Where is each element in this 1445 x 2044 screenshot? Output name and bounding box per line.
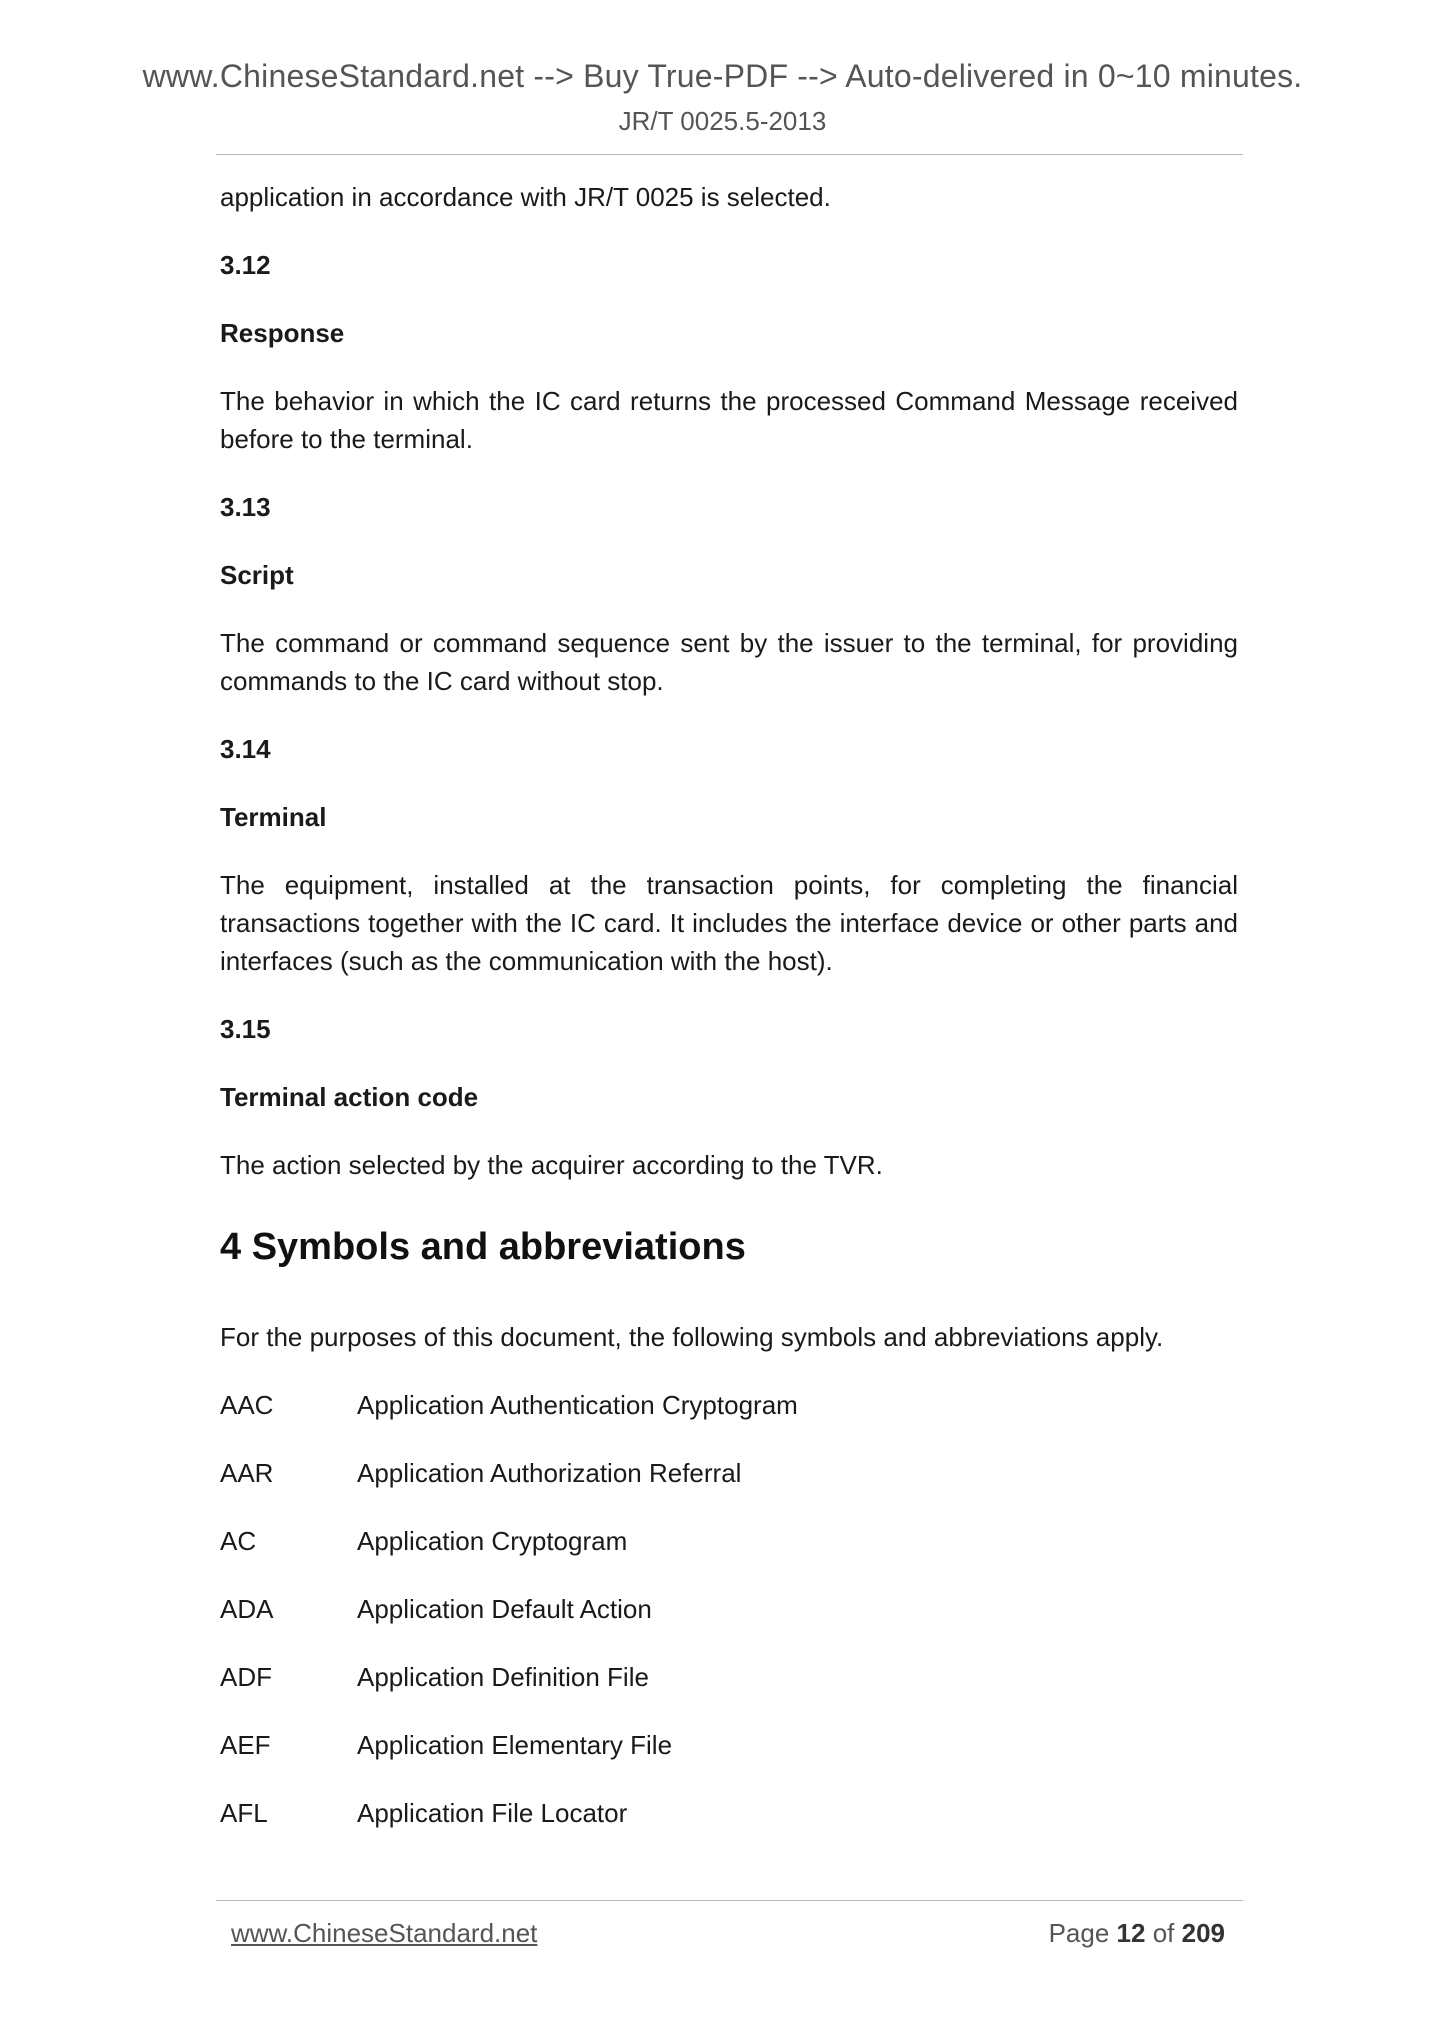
abbreviation-code: AAC	[220, 1390, 274, 1420]
abbreviation-code: AFL	[220, 1798, 268, 1828]
document-body	[220, 0, 1238, 1880]
abbreviation-meaning: Application Definition File	[357, 1662, 649, 1692]
term-title: Terminal	[220, 802, 327, 832]
abbreviation-code: ADF	[220, 1662, 272, 1692]
abbreviation-code: AAR	[220, 1458, 274, 1488]
page-number: 12	[1116, 1918, 1146, 1948]
term-definition: The behavior in which the IC card returns the processed Command Message received before to the terminal.	[220, 386, 1238, 454]
term-definition: The action selected by the acquirer according to the TVR.	[220, 1150, 883, 1180]
abbreviation-meaning: Application File Locator	[357, 1798, 628, 1828]
section-intro: For the purposes of this document, the following symbols and abbreviations apply.	[220, 1322, 1164, 1352]
page-prefix: Page	[1048, 1918, 1110, 1948]
continuation-text: application in accordance with JR/T 0025 is selected.	[220, 182, 831, 212]
header-banner: www.ChineseStandard.net --> Buy True-PDF --> Auto-delivered in 0~10 minutes.	[142, 58, 1303, 94]
page-indicator	[1049, 1918, 1225, 1949]
term-definition: The equipment, installed at the transaction points, for completing the financial transactions together with the IC card. It includes the interface device or other parts and interfaces (such as the communication with the host).	[220, 870, 1238, 976]
abbreviation-meaning: Application Authentication Cryptogram	[357, 1390, 798, 1420]
section-heading: 4 Symbols and abbreviations	[220, 1226, 746, 1268]
abbreviation-meaning: Application Elementary File	[357, 1730, 673, 1760]
footer-site-link[interactable]: www.ChineseStandard.net	[231, 1918, 538, 1948]
term-number: 3.12	[220, 250, 271, 280]
abbreviation-code: AC	[220, 1526, 257, 1556]
term-definition: The command or command sequence sent by the issuer to the terminal, for providing commands to the IC card without stop.	[220, 628, 1238, 696]
term-title: Response	[220, 318, 345, 348]
abbreviation-code: ADA	[220, 1594, 274, 1624]
abbreviation-meaning: Application Cryptogram	[357, 1526, 628, 1556]
page-of: of	[1152, 1918, 1175, 1948]
footer-divider	[216, 1900, 1243, 1901]
term-title: Script	[220, 560, 294, 590]
term-title: Terminal action code	[220, 1082, 479, 1112]
term-number: 3.15	[220, 1014, 271, 1044]
term-number: 3.14	[220, 734, 271, 764]
term-number: 3.13	[220, 492, 271, 522]
page-total: 209	[1181, 1918, 1225, 1948]
doc-code: JR/T 0025.5-2013	[618, 106, 827, 136]
abbreviation-meaning: Application Default Action	[357, 1594, 652, 1624]
abbreviation-code: AEF	[220, 1730, 271, 1760]
abbreviation-meaning: Application Authorization Referral	[357, 1458, 742, 1488]
